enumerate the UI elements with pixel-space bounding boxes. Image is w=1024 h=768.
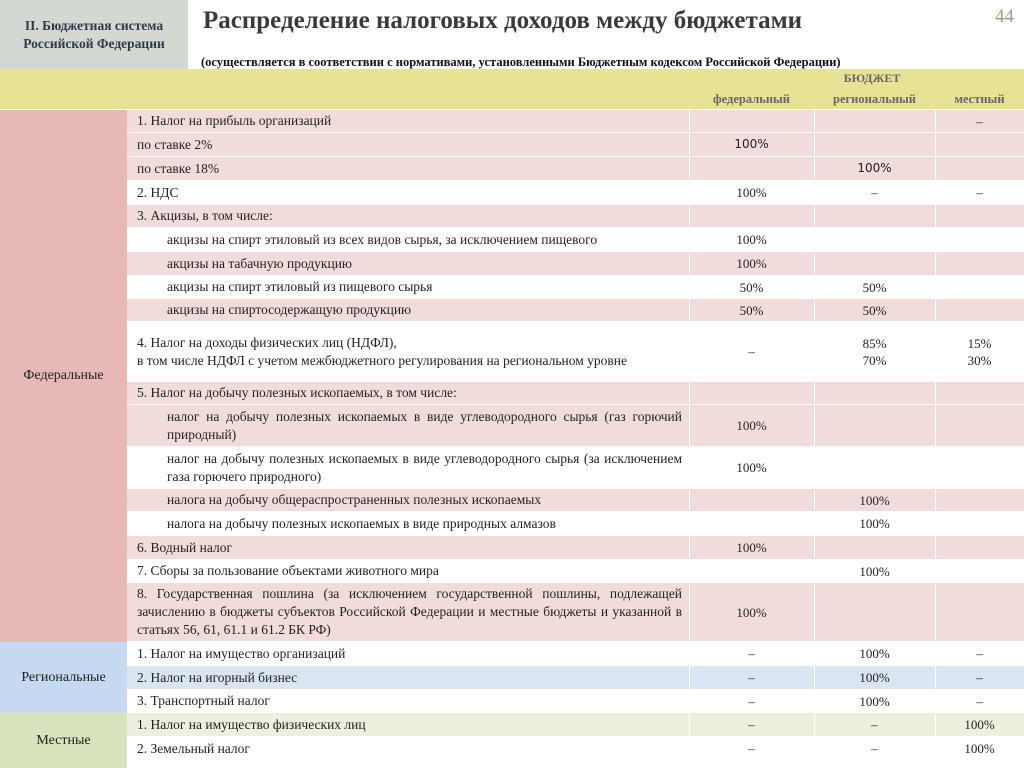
page-number: 44 <box>995 6 1014 27</box>
column-divider <box>814 536 815 559</box>
local-share <box>935 583 1024 641</box>
column-divider <box>689 666 690 689</box>
federal-share <box>689 489 814 511</box>
tax-name-line: 2. Земельный налог <box>137 740 250 756</box>
regional-share <box>814 447 935 488</box>
column-divider <box>814 228 815 251</box>
tax-name <box>167 299 682 321</box>
column-divider <box>935 382 936 404</box>
column-divider <box>935 536 936 559</box>
tax-name <box>137 560 682 582</box>
tax-name-line: 1. Налог на прибыль организаций <box>137 113 332 128</box>
tax-name <box>137 205 682 227</box>
column-local: местный <box>954 92 1005 106</box>
federal-share: 100% <box>736 540 767 555</box>
table-row <box>127 666 1024 690</box>
column-divider <box>689 276 690 298</box>
federal-share: – <box>748 693 755 709</box>
section-title: II. Бюджетная система Российской Федерации <box>0 0 188 69</box>
table-row <box>127 713 1024 737</box>
column-divider <box>689 228 690 251</box>
federal-share <box>689 560 814 582</box>
tax-name-line: 7. Сборы за пользование объектами животного мира <box>137 563 439 578</box>
column-divider <box>935 322 936 381</box>
regional-share: – <box>871 717 878 732</box>
tax-name-line: 3. Транспортный налог <box>137 693 270 708</box>
local-share <box>935 133 1024 156</box>
tax-name <box>137 181 682 204</box>
column-divider <box>689 512 690 535</box>
regional-share: 50% <box>862 279 887 295</box>
table-row <box>127 157 1024 181</box>
table-row <box>127 276 1024 299</box>
table-row <box>127 405 1024 447</box>
tax-name <box>137 536 682 559</box>
federal-share: 100% <box>736 232 767 247</box>
column-divider <box>814 322 815 381</box>
column-regional: региональный <box>833 92 916 106</box>
column-divider <box>935 560 936 582</box>
tax-name-line: 8. Государственная пошлина (за исключением государственной пошлины, подлежащей зачислению в бюджеты субъектов Российской Федерации и местные бюджеты и указанной в статьях 56, 61, 61.1 и 61.2 БК РФ) <box>137 586 682 637</box>
column-divider <box>935 205 936 227</box>
tax-name-line: 2. НДС <box>137 184 179 200</box>
page-subtitle: (осуществляется в соответствии с нормативами, установленными Бюджетным кодексом Российской Федерации) <box>201 55 841 69</box>
table-row <box>127 299 1024 322</box>
tax-name-line: налога на добычу общераспространенных полезных ископаемых <box>167 492 542 507</box>
page-title: Распределение налоговых доходов между бюджетами <box>203 7 802 34</box>
column-divider <box>814 252 815 275</box>
table-row <box>127 560 1024 583</box>
tax-name-line: 2. Налог на игорный бизнес <box>137 669 298 685</box>
local-share: – <box>976 693 983 709</box>
column-divider <box>689 536 690 559</box>
column-divider <box>689 382 690 404</box>
federal-share: 50% <box>739 279 764 295</box>
tax-name <box>137 666 682 689</box>
local-share <box>935 276 1024 298</box>
federal-share <box>689 110 814 132</box>
tax-name <box>137 133 682 156</box>
federal-share: – <box>748 646 755 661</box>
column-divider <box>689 299 690 321</box>
table-row <box>127 690 1024 713</box>
table-row <box>127 181 1024 205</box>
local-share: – <box>976 113 983 129</box>
regional-share: – <box>871 185 878 200</box>
tax-name <box>137 713 682 736</box>
federal-share: 100% <box>736 185 767 200</box>
federal-share: – <box>748 344 755 359</box>
federal-share <box>689 205 814 227</box>
local-share <box>935 489 1024 511</box>
column-divider <box>689 642 690 665</box>
federal-share <box>689 512 814 535</box>
tax-name <box>137 583 682 641</box>
tax-name-line: акцизы на спиртосодержащую продукцию <box>167 302 412 317</box>
table-row <box>127 536 1024 560</box>
local-share: – <box>976 185 983 200</box>
local-share <box>935 560 1024 582</box>
column-divider <box>689 690 690 712</box>
column-divider <box>935 713 936 736</box>
regional-share <box>814 252 935 275</box>
regional-share <box>814 228 935 251</box>
tax-name <box>167 405 682 446</box>
federal-share <box>689 157 814 180</box>
column-divider <box>814 405 815 446</box>
table-row <box>127 583 1024 642</box>
column-divider <box>935 276 936 298</box>
column-divider <box>814 110 815 132</box>
regional-share: 100% <box>859 646 890 661</box>
column-divider <box>814 713 815 736</box>
column-divider <box>935 447 936 488</box>
tax-name-line: налог на добычу полезных ископаемых в виде углеводородного сырья (газ горючий природный) <box>167 408 682 442</box>
local-share: – <box>976 646 983 661</box>
column-divider <box>935 642 936 665</box>
group-local: Местные <box>0 713 127 768</box>
column-divider <box>935 666 936 689</box>
local-share <box>935 536 1024 559</box>
column-divider <box>689 133 690 156</box>
table-row <box>127 228 1024 252</box>
local-share <box>935 252 1024 275</box>
tax-name-line: по ставке 2% <box>137 136 213 152</box>
regional-share <box>814 110 935 132</box>
local-share: 15% 30% <box>967 335 992 368</box>
tax-name <box>167 276 682 298</box>
column-divider <box>814 690 815 712</box>
regional-share: 100% <box>859 492 890 508</box>
column-divider <box>689 405 690 446</box>
federal-share <box>689 382 814 404</box>
column-divider <box>814 382 815 404</box>
federal-share: 100% <box>734 137 769 151</box>
tax-name <box>167 228 682 251</box>
table-row <box>127 489 1024 512</box>
regional-share: 100% <box>857 161 892 175</box>
local-share <box>935 405 1024 446</box>
tax-name-line: акцизы на спирт этиловый из пищевого сырья <box>167 279 433 294</box>
column-divider <box>814 666 815 689</box>
tax-name-line: 5. Налог на добычу полезных ископаемых, в том числе: <box>137 385 457 400</box>
tax-name-line: 1. Налог на имущество физических лиц <box>137 716 366 732</box>
column-divider <box>814 133 815 156</box>
tax-name <box>137 382 682 404</box>
column-divider <box>814 205 815 227</box>
column-divider <box>689 713 690 736</box>
local-share <box>935 205 1024 227</box>
column-divider <box>935 252 936 275</box>
tax-name <box>167 512 682 535</box>
column-divider <box>814 299 815 321</box>
regional-share <box>814 536 935 559</box>
table-row <box>127 133 1024 157</box>
column-divider <box>935 690 936 712</box>
tax-name <box>137 157 682 180</box>
column-divider <box>935 181 936 204</box>
tax-name <box>167 447 682 488</box>
tax-name <box>137 690 682 712</box>
tax-name <box>137 322 682 381</box>
column-divider <box>935 737 936 760</box>
tax-name-line: 3. Акцизы, в том числе: <box>137 208 273 223</box>
tax-name-line: акцизы на табачную продукцию <box>167 255 353 271</box>
column-divider <box>814 447 815 488</box>
table-row <box>127 447 1024 489</box>
table-row <box>127 110 1024 133</box>
regional-share <box>814 382 935 404</box>
table-row <box>127 322 1024 382</box>
regional-share <box>814 133 935 156</box>
local-share <box>935 382 1024 404</box>
federal-share: 50% <box>739 302 764 318</box>
tax-name <box>167 489 682 511</box>
column-divider <box>689 447 690 488</box>
tax-name-line: 4. Налог на доходы физических лиц (НДФЛ), <box>137 334 397 350</box>
column-divider <box>689 583 690 641</box>
group-federal: Федеральные <box>0 110 127 642</box>
tax-name-line: 6. Водный налог <box>137 539 232 555</box>
local-share <box>935 512 1024 535</box>
column-divider <box>689 560 690 582</box>
column-divider <box>935 512 936 535</box>
table-row <box>127 512 1024 536</box>
regional-share <box>814 205 935 227</box>
tax-name-line: 1. Налог на имущество организаций <box>137 645 346 661</box>
column-divider <box>689 252 690 275</box>
tax-name-line: акцизы на спирт этиловый из всех видов сырья, за исключением пищевого <box>167 231 598 247</box>
column-divider <box>935 157 936 180</box>
federal-share: – <box>748 741 755 756</box>
local-share <box>935 299 1024 321</box>
local-share <box>935 157 1024 180</box>
column-divider <box>935 110 936 132</box>
federal-share: – <box>748 670 755 685</box>
regional-share <box>814 405 935 446</box>
table-row <box>127 382 1024 405</box>
column-divider <box>689 322 690 381</box>
local-share: 100% <box>964 741 995 756</box>
table-row <box>127 205 1024 228</box>
regional-share: 85% 70% <box>862 335 887 368</box>
tax-name-line: по ставке 18% <box>137 160 220 176</box>
column-divider <box>814 737 815 760</box>
column-divider <box>814 181 815 204</box>
federal-share: 100% <box>736 460 767 475</box>
column-federal: федеральный <box>712 92 790 106</box>
column-divider <box>689 181 690 204</box>
regional-share: 50% <box>862 302 887 318</box>
federal-share: 100% <box>736 418 767 433</box>
regional-share: 100% <box>859 516 890 531</box>
local-share <box>935 447 1024 488</box>
federal-share: 100% <box>736 256 767 271</box>
column-divider <box>814 276 815 298</box>
local-share: 100% <box>964 717 995 732</box>
tax-name <box>137 110 682 132</box>
tax-name <box>137 642 682 665</box>
tax-name <box>137 737 682 760</box>
column-divider <box>814 560 815 582</box>
column-divider <box>814 512 815 535</box>
regional-share: – <box>871 741 878 756</box>
table-row <box>127 642 1024 666</box>
federal-share: 100% <box>736 604 767 620</box>
column-divider <box>689 489 690 511</box>
tax-name-line: налога на добычу полезных ископаемых в виде природных алмазов <box>167 515 556 531</box>
tax-name <box>167 252 682 275</box>
column-divider <box>814 583 815 641</box>
column-divider <box>689 737 690 760</box>
budget-header: БЮДЖЕТ <box>843 71 901 85</box>
column-divider <box>935 133 936 156</box>
column-divider <box>935 489 936 511</box>
column-divider <box>689 157 690 180</box>
column-divider <box>689 205 690 227</box>
column-divider <box>814 642 815 665</box>
tax-name-line: в том числе НДФЛ с учетом межбюджетного регулирования на региональном уровне <box>137 352 627 368</box>
column-divider <box>935 583 936 641</box>
column-divider <box>935 405 936 446</box>
group-regional: Региональные <box>0 642 127 713</box>
column-divider <box>689 110 690 132</box>
regional-share: 100% <box>859 693 890 709</box>
column-divider <box>814 157 815 180</box>
table-row <box>127 252 1024 276</box>
column-divider <box>935 228 936 251</box>
federal-share: – <box>748 717 755 732</box>
regional-share <box>814 583 935 641</box>
tax-name-line: налог на добычу полезных ископаемых в виде углеводородного сырья (за исключением газа горючего природного) <box>167 450 682 484</box>
table-row <box>127 737 1024 761</box>
local-share: – <box>976 670 983 685</box>
column-divider <box>935 299 936 321</box>
regional-share: 100% <box>859 563 890 579</box>
column-divider <box>814 489 815 511</box>
local-share <box>935 228 1024 251</box>
regional-share: 100% <box>859 670 890 685</box>
